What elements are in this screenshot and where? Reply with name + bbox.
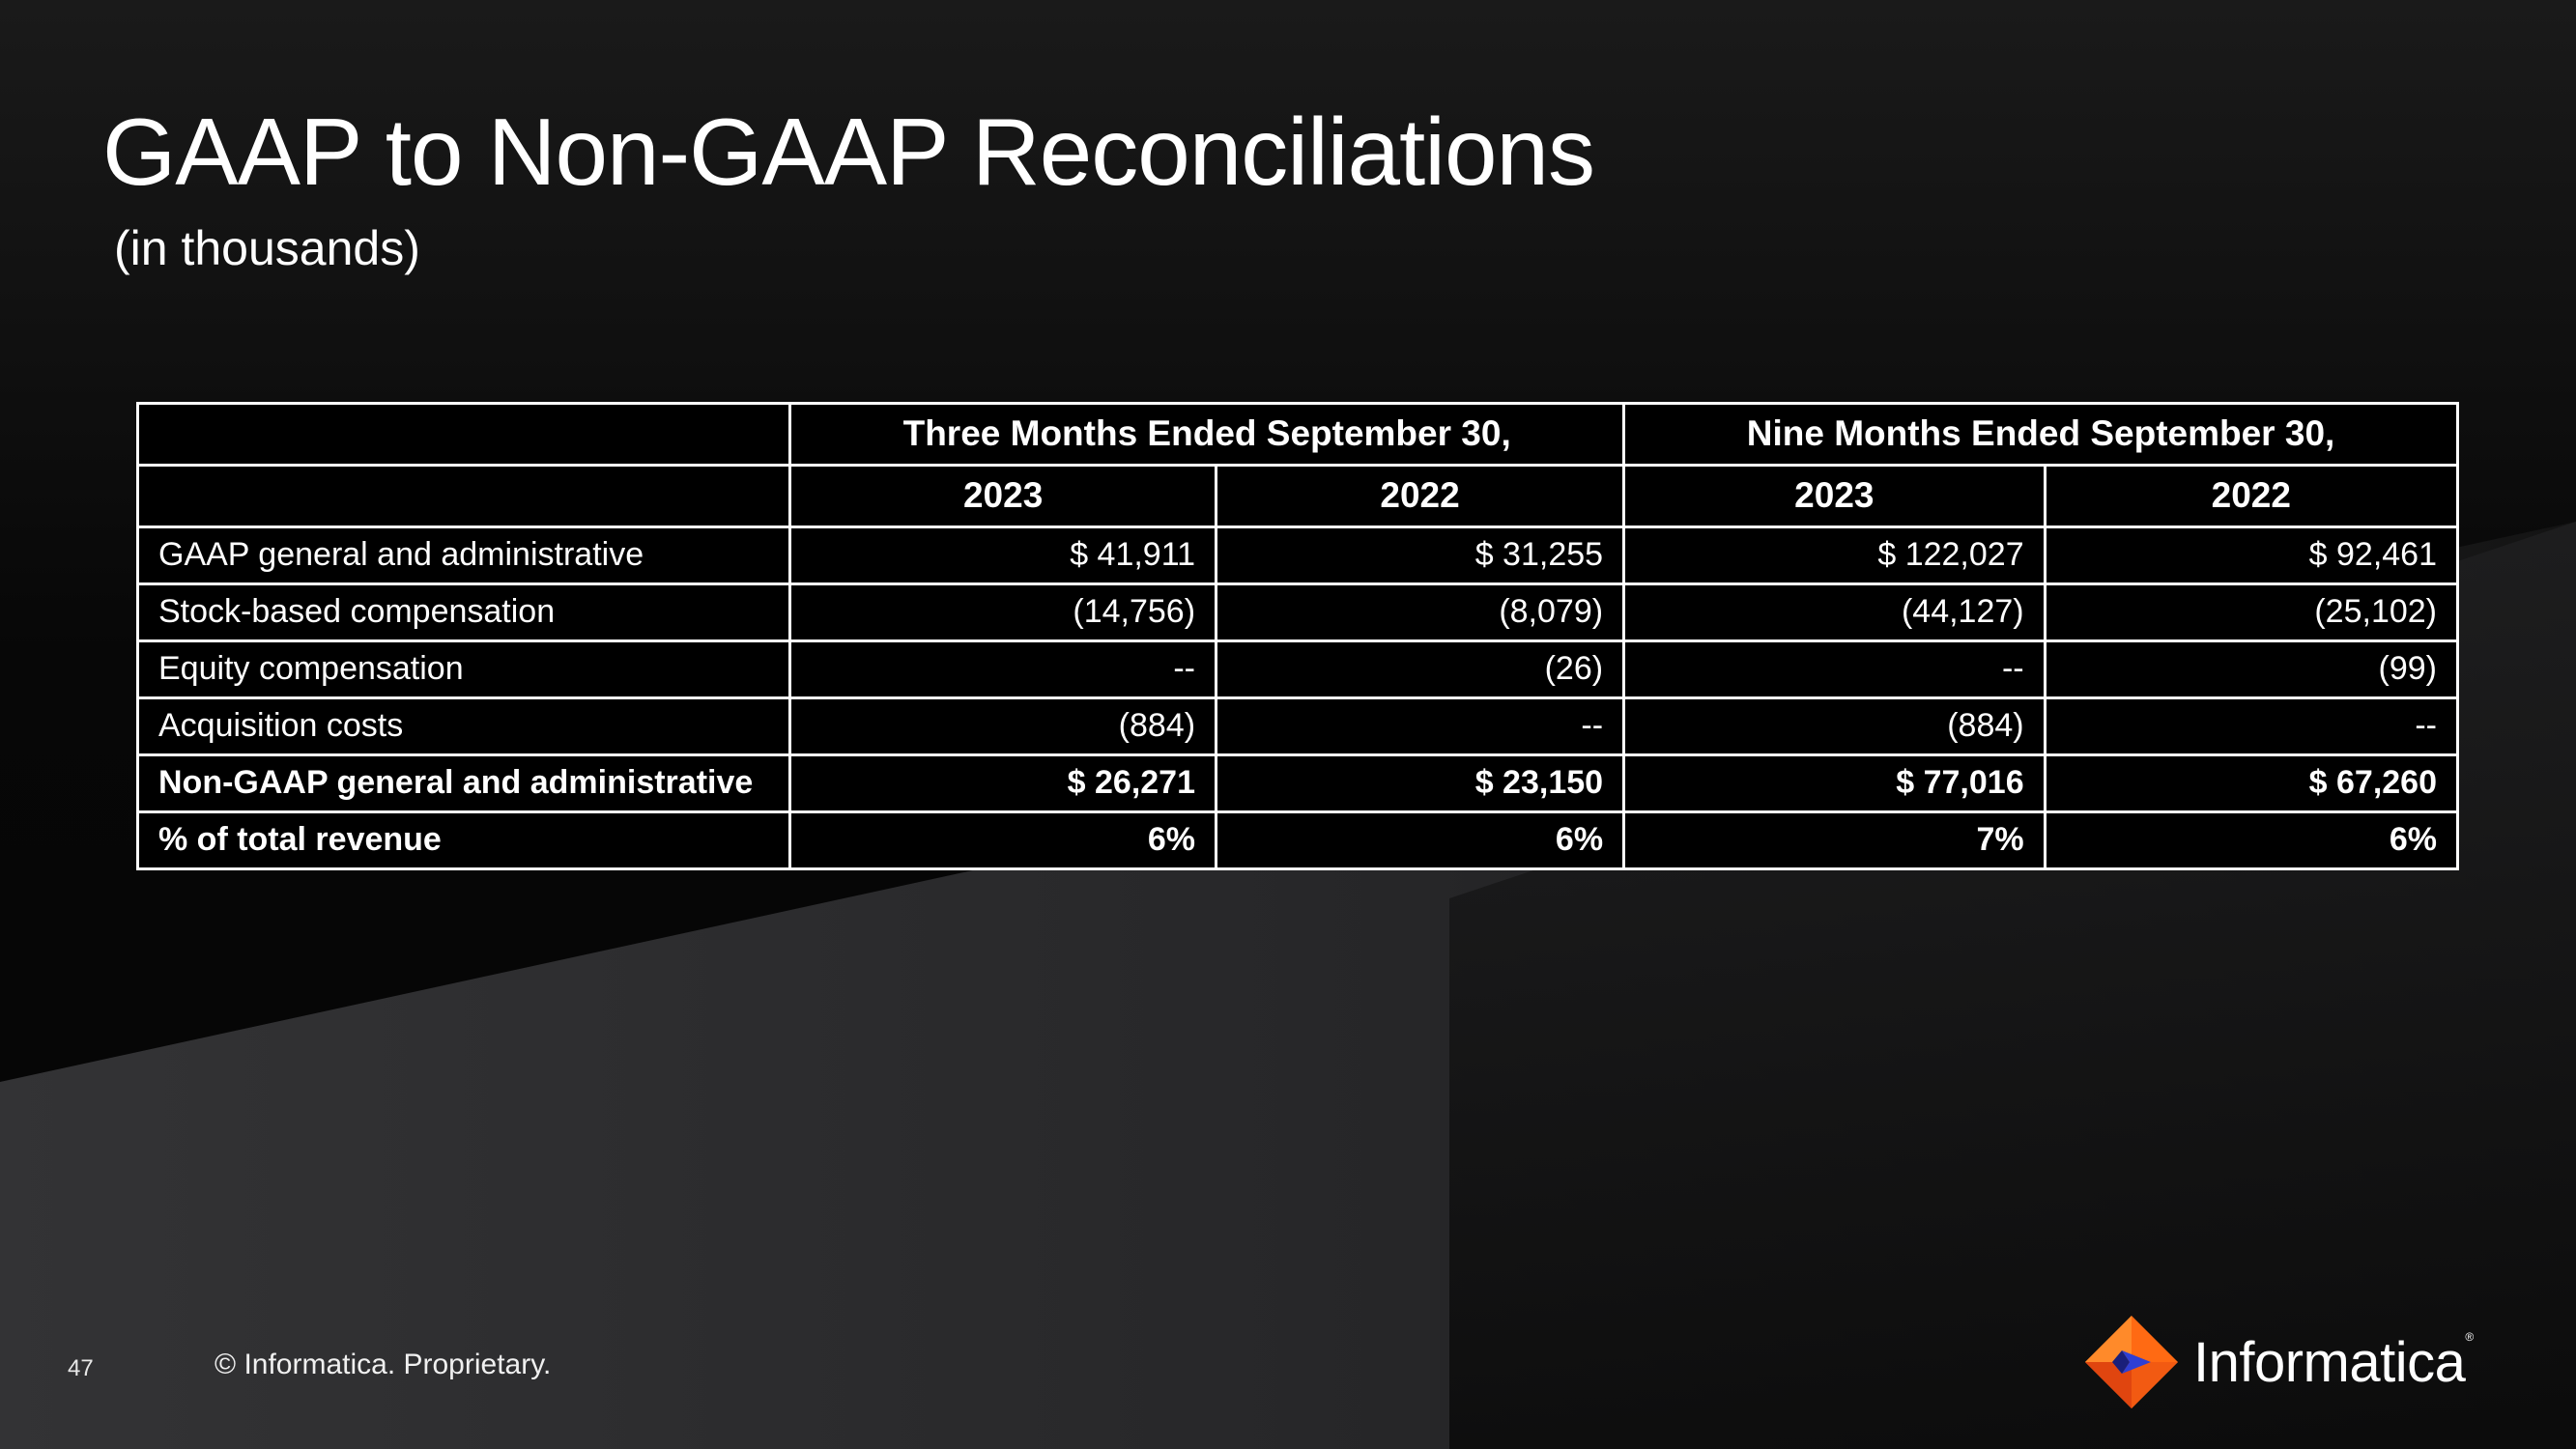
page-number: 47 — [68, 1355, 94, 1381]
value-cell: (884) — [1624, 698, 2046, 755]
value-cell: $ 122,027 — [1624, 527, 2046, 584]
table-row — [138, 641, 2458, 698]
table-row — [138, 584, 2458, 641]
value-cell: (8,079) — [1216, 584, 1624, 641]
value-cell: -- — [2045, 698, 2457, 755]
table-row — [138, 527, 2458, 584]
value-cell: -- — [1216, 698, 1624, 755]
year-header: 2022 — [1216, 466, 1624, 527]
table-group-header-row — [138, 404, 2458, 466]
value-cell: (99) — [2045, 641, 2457, 698]
slide-title: GAAP to Non-GAAP Reconciliations — [102, 99, 1595, 205]
row-label: % of total revenue — [138, 812, 790, 869]
value-cell: 6% — [790, 812, 1216, 869]
three-months-header: Three Months Ended September 30, — [790, 404, 1624, 466]
value-cell: (14,756) — [790, 584, 1216, 641]
row-label: Stock-based compensation — [138, 584, 790, 641]
nine-months-header: Nine Months Ended September 30, — [1624, 404, 2458, 466]
table-row — [138, 698, 2458, 755]
value-cell: (884) — [790, 698, 1216, 755]
copyright-text: © Informatica. Proprietary. — [215, 1349, 552, 1380]
slide-subtitle: (in thousands) — [114, 221, 420, 275]
value-cell: (44,127) — [1624, 584, 2046, 641]
year-header: 2023 — [1624, 466, 2046, 527]
row-label: Equity compensation — [138, 641, 790, 698]
reconciliation-table — [136, 402, 2459, 870]
value-cell: (26) — [1216, 641, 1624, 698]
table-row-percent — [138, 812, 2458, 869]
value-cell: $ 26,271 — [790, 755, 1216, 812]
informatica-logo — [2083, 1314, 2474, 1410]
year-header: 2022 — [2045, 466, 2457, 527]
row-label: GAAP general and administrative — [138, 527, 790, 584]
empty-header-cell — [138, 466, 790, 527]
empty-header-cell — [138, 404, 790, 466]
value-cell: $ 41,911 — [790, 527, 1216, 584]
value-cell: -- — [790, 641, 1216, 698]
table-year-header-row — [138, 466, 2458, 527]
registered-mark: ® — [2465, 1329, 2474, 1344]
value-cell: (25,102) — [2045, 584, 2457, 641]
row-label: Non-GAAP general and administrative — [138, 755, 790, 812]
year-header: 2023 — [790, 466, 1216, 527]
value-cell: 6% — [2045, 812, 2457, 869]
value-cell: $ 92,461 — [2045, 527, 2457, 584]
informatica-diamond-icon — [2083, 1314, 2180, 1410]
value-cell: -- — [1624, 641, 2046, 698]
value-cell: 7% — [1624, 812, 2046, 869]
logo-wordmark: Informatica® — [2193, 1329, 2474, 1394]
table-row-total — [138, 755, 2458, 812]
value-cell: $ 77,016 — [1624, 755, 2046, 812]
row-label: Acquisition costs — [138, 698, 790, 755]
value-cell: $ 31,255 — [1216, 527, 1624, 584]
value-cell: $ 67,260 — [2045, 755, 2457, 812]
value-cell: $ 23,150 — [1216, 755, 1624, 812]
value-cell: 6% — [1216, 812, 1624, 869]
